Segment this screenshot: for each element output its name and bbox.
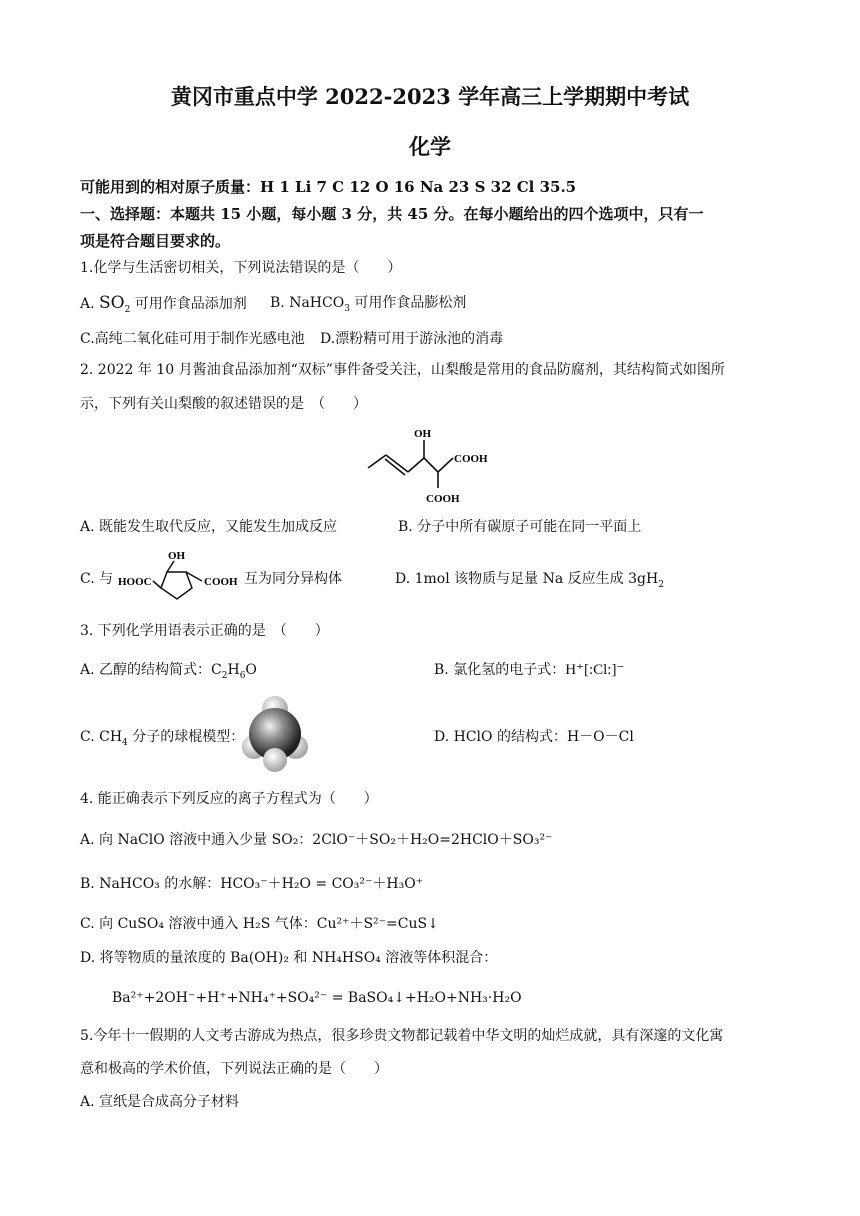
hcl-electron-formula: H⁺[:Cl:]⁻	[565, 662, 625, 678]
q2-option-b: B. 分子中所有碳原子可能在同一平面上	[398, 519, 642, 535]
q1-option-d: D.漂粉精可用于游泳池的消毒	[320, 331, 504, 347]
exam-subject: 化学	[409, 134, 451, 159]
q4-stem: 4. 能正确表示下列反应的离子方程式为（ ）	[80, 791, 378, 807]
cooh-label: COOH	[426, 493, 460, 505]
section1-header-line2: 项是符合题目要求的。	[80, 232, 231, 250]
q1-option-a: A. $SO_2$ 可用作食品添加剂	[80, 293, 247, 315]
cooh-label: COOH	[454, 453, 488, 465]
q4-option-d-equation: Ba²⁺+2OH⁻+H⁺+NH₄⁺+SO₄²⁻ = BaSO₄↓+H₂O+NH₃·H₂O	[112, 990, 522, 1006]
cyclopentane-structure	[116, 548, 246, 604]
q2-option-c-suffix: 互为同分异构体	[244, 571, 342, 587]
q2-stem-line2: 示，下列有关山梨酸的叙述错误的是 （ ）	[80, 396, 367, 412]
q4-option-a: A. 向 NaClO 溶液中通入少量 SO₂：2ClO⁻＋SO₂＋H₂O=2HClO＋SO₃²⁻	[80, 832, 553, 848]
hooc-label: HOOC	[118, 576, 152, 588]
q3-option-b: B. 氯化氢的电子式：H⁺[:Cl:]⁻	[434, 662, 625, 678]
q3-stem: 3. 下列化学用语表示正确的是 （ ）	[80, 623, 329, 639]
sorbic-acid-structure	[360, 420, 510, 510]
oh-label: OH	[414, 428, 432, 440]
q2-option-c-prefix: C. 与	[80, 571, 114, 587]
cooh-label: COOH	[204, 576, 238, 588]
ch4-ball-stick-model	[240, 692, 310, 774]
q1-option-c: C.高纯二氧化硅可用于制作光感电池	[80, 331, 305, 347]
q4-option-b: B. NaHCO₃ 的水解：HCO₃⁻＋H₂O = CO₃²⁻＋H₃O⁺	[80, 876, 424, 892]
q1-stem: 1.化学与生活密切相关，下列说法错误的是（ ）	[80, 260, 402, 276]
q3-option-d: D. HClO 的结构式：H－O－Cl	[434, 729, 634, 745]
oh-label: OH	[168, 550, 186, 562]
q4-option-c: C. 向 CuSO₄ 溶液中通入 H₂S 气体：Cu²⁺＋S²⁻=CuS↓	[80, 916, 439, 932]
q2-option-a: A. 既能发生取代反应，又能发生加成反应	[80, 519, 338, 535]
q2-stem-line1: 2. 2022 年 10 月酱油食品添加剂“双标”事件备受关注，山梨酸是常用的食品防腐剂，其结构简式如图所	[80, 362, 725, 378]
exam-title: 黄冈市重点中学 2022-2023 学年高三上学期期中考试	[170, 84, 690, 109]
q1-option-b: B. NaHCO$_3$ 可用作食品膨松剂	[270, 295, 467, 314]
q5-option-a: A. 宣纸是合成高分子材料	[80, 1094, 240, 1110]
q3-option-a: A. 乙醇的结构简式：$C_2H_6O$	[80, 662, 257, 681]
section1-header-line1: 一、选择题：本题共 15 小题，每小题 3 分，共 45 分。在每小题给出的四个选项中，只有一	[80, 205, 704, 223]
q2-option-d: D. 1mol 该物质与足量 Na 反应生成 $3gH_2$	[395, 571, 664, 590]
q5-stem-line2: 意和极高的学术价值，下列说法正确的是（ ）	[80, 1061, 388, 1077]
q5-stem-line1: 5.今年十一假期的人文考古游成为热点，很多珍贵文物都记载着中华文明的灿烂成就，具有深邃的文化寓	[80, 1028, 724, 1044]
atomic-masses: 可能用到的相对原子质量：H 1 Li 7 C 12 O 16 Na 23 S 32 Cl 35.5	[80, 178, 577, 196]
q4-option-d: D. 将等物质的量浓度的 Ba(OH)₂ 和 NH₄HSO₄ 溶液等体积混合：	[80, 950, 498, 966]
q3-option-c: C. $CH_4$ 分子的球棍模型：	[80, 729, 245, 748]
